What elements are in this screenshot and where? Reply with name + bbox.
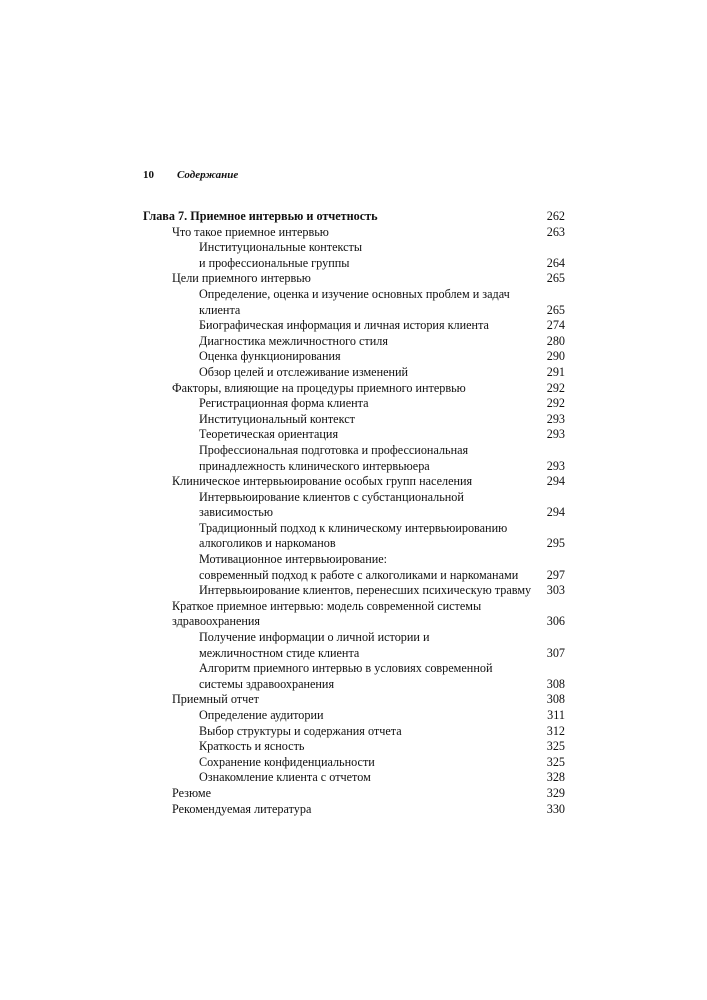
toc-entry-title: Интервьюирование клиентов с субстанциональной [199, 489, 464, 504]
toc-entry-title: Получение информации о личной истории и [199, 630, 430, 645]
toc-entry-title: Мотивационное интервьюирование: [199, 552, 388, 567]
toc-subsection-entry [143, 365, 565, 381]
toc-subsection-entry [143, 739, 565, 755]
toc-entry-line [199, 443, 565, 459]
toc-entry-line [172, 381, 565, 397]
toc-entry-title: системы здравоохранения [199, 676, 335, 691]
toc-entry-line [199, 755, 565, 771]
toc-entry-title: Определение аудитории [199, 708, 324, 722]
toc-entry-page-number: 308 [546, 692, 565, 707]
toc-entry-line [199, 568, 565, 584]
toc-entry-title: Краткое приемное интервью: модель современной системы [172, 598, 482, 613]
toc-subsection-entry [143, 287, 565, 318]
toc-entry-title: Профессиональная подготовка и профессиональная [199, 442, 469, 457]
toc-entry-line [172, 614, 565, 630]
toc-entry-page-number: 265 [546, 271, 565, 286]
toc-entry-line [199, 459, 565, 475]
toc-entry-page-number: 329 [546, 785, 565, 800]
toc-entry-line [199, 412, 565, 428]
toc-entry-line [199, 396, 565, 412]
toc-entry-line [199, 708, 565, 724]
toc-entry-page-number: 308 [546, 676, 565, 691]
toc-entry-title: современный подход к работе с алкоголиками и наркоманами [199, 567, 519, 582]
toc-entry-page-number: 263 [546, 224, 565, 239]
toc-entry-line [172, 802, 565, 818]
toc-entry-line [199, 739, 565, 755]
toc-entry-page-number: 311 [547, 708, 565, 722]
toc-subsection-entry [143, 552, 565, 583]
running-head [143, 168, 238, 182]
toc-subsection-entry [143, 630, 565, 661]
toc-subsection-entry [143, 318, 565, 334]
section-title: Содержание [177, 169, 239, 181]
toc-entry-page-number: 291 [546, 364, 565, 379]
toc-entry-page-number: 330 [546, 801, 565, 816]
toc-section-entry [143, 381, 565, 397]
toc-entry-title: и профессиональные группы [199, 255, 350, 270]
toc-entry-title: Сохранение конфиденциальности [199, 754, 375, 769]
toc-entry-line [199, 583, 565, 599]
toc-entry-title: Интервьюирование клиентов, перенесших психическую травму [199, 583, 532, 598]
toc-entry-title: Алгоритм приемного интервью в условиях современной [199, 661, 493, 676]
toc-entry-title: Теоретическая ориентация [199, 427, 339, 442]
toc-section-entry [143, 692, 565, 708]
toc-entry-line [172, 599, 565, 615]
toc-entry-line [199, 630, 565, 646]
toc-subsection-entry [143, 427, 565, 443]
toc-entry-title: Обзор целей и отслеживание изменений [199, 364, 409, 379]
toc-subsection-entry [143, 755, 565, 771]
toc-entry-line [199, 318, 565, 334]
toc-entry-page-number: 290 [546, 349, 565, 364]
toc-entry-title: Глава 7. Приемное интервью и отчетность [143, 209, 378, 223]
toc-entry-title: Выбор структуры и содержания отчета [199, 723, 402, 738]
toc-entry-title: алкоголиков и наркоманов [199, 536, 336, 551]
toc-entry-title: Регистрационная форма клиента [199, 396, 369, 411]
toc-entry-line [199, 646, 565, 662]
toc-entry-line [199, 287, 565, 303]
toc-subsection-entry [143, 770, 565, 786]
toc-entry-line [199, 490, 565, 506]
toc-entry-page-number: 264 [546, 255, 565, 270]
toc-entry-title: здравоохранения [172, 614, 261, 629]
toc-entry-page-number: 328 [546, 770, 565, 785]
toc-entry-title: межличностном стиде клиента [199, 645, 360, 660]
toc-entry-page-number: 306 [546, 614, 565, 629]
toc-entry-line [199, 349, 565, 365]
toc-entry-line [172, 786, 565, 802]
toc-subsection-entry [143, 396, 565, 412]
toc-entry-line [172, 474, 565, 490]
toc-entry-title: Резюме [172, 785, 212, 800]
toc-subsection-entry [143, 334, 565, 350]
toc-entry-page-number: 293 [546, 411, 565, 426]
toc-entry-line [199, 552, 565, 568]
toc-entry-page-number: 293 [546, 458, 565, 473]
toc-entry-line [199, 677, 565, 693]
toc-subsection-entry [143, 240, 565, 271]
toc-entry-title: Приемный отчет [172, 692, 259, 707]
toc-entry-title: Рекомендуемая литература [172, 801, 312, 816]
toc-entry-line [199, 334, 565, 350]
toc-subsection-entry [143, 661, 565, 692]
toc-entry-title: Клиническое интервьюирование особых групп населения [172, 474, 473, 489]
toc-entry-line [199, 521, 565, 537]
toc-entry-line [199, 661, 565, 677]
toc-entry-line [199, 365, 565, 381]
toc-entry-title: Институциональные контексты [199, 240, 363, 255]
toc-entry-page-number: 294 [546, 474, 565, 489]
toc-entry-title: Институциональный контекст [199, 411, 355, 426]
toc-entry-page-number: 312 [546, 723, 565, 738]
table-of-contents [143, 209, 565, 817]
toc-entry-title: клиента [199, 302, 241, 317]
toc-entry-line [199, 536, 565, 552]
toc-entry-page-number: 265 [546, 302, 565, 317]
toc-entry-page-number: 280 [546, 333, 565, 348]
toc-entry-title: Диагностика межличностного стиля [199, 333, 388, 348]
toc-entry-title: Краткость и ясность [199, 739, 305, 754]
toc-entry-title: Оценка функционирования [199, 349, 341, 364]
toc-subsection-entry [143, 443, 565, 474]
toc-entry-page-number: 294 [546, 505, 565, 520]
toc-entry-title: Что такое приемное интервью [172, 224, 329, 239]
toc-entry-page-number: 262 [546, 209, 565, 223]
toc-section-entry [143, 474, 565, 490]
toc-subsection-entry [143, 349, 565, 365]
toc-entry-line [199, 724, 565, 740]
toc-section-entry [143, 802, 565, 818]
toc-entry-page-number: 293 [546, 427, 565, 442]
toc-entry-page-number: 325 [546, 754, 565, 769]
toc-entry-line [199, 427, 565, 443]
toc-entry-page-number: 292 [546, 380, 565, 395]
toc-entry-line [199, 303, 565, 319]
toc-entry-page-number: 297 [546, 567, 565, 582]
toc-entry-line [199, 256, 565, 272]
toc-entry-title: зависимостью [199, 505, 273, 520]
toc-section-entry [143, 786, 565, 802]
toc-subsection-entry [143, 490, 565, 521]
toc-subsection-entry [143, 583, 565, 599]
toc-chapter-entry [143, 209, 565, 225]
toc-entry-line [143, 209, 565, 225]
page-number: 10 [143, 169, 154, 181]
toc-entry-line [199, 770, 565, 786]
toc-entry-page-number: 295 [546, 536, 565, 551]
toc-subsection-entry [143, 708, 565, 724]
toc-entry-line [199, 505, 565, 521]
toc-entry-line [172, 271, 565, 287]
toc-entry-line [199, 240, 565, 256]
toc-entry-title: Биографическая информация и личная история клиента [199, 318, 489, 333]
toc-section-entry [143, 599, 565, 630]
toc-entry-page-number: 292 [546, 396, 565, 411]
toc-entry-title: Традиционный подход к клиническому интервьюированию [199, 520, 508, 535]
toc-entry-title: Цели приемного интервью [172, 271, 311, 286]
toc-entry-line [172, 225, 565, 241]
toc-entry-page-number: 325 [546, 739, 565, 754]
toc-section-entry [143, 271, 565, 287]
toc-section-entry [143, 225, 565, 241]
toc-entry-page-number: 303 [546, 583, 565, 598]
toc-entry-title: Ознакомление клиента с отчетом [199, 770, 371, 785]
toc-entry-title: Определение, оценка и изучение основных проблем и задач [199, 286, 510, 301]
toc-entry-page-number: 274 [546, 318, 565, 333]
toc-entry-title: принадлежность клинического интервьюера [199, 458, 430, 473]
toc-subsection-entry [143, 521, 565, 552]
toc-entry-line [172, 692, 565, 708]
toc-entry-title: Факторы, влияющие на процедуры приемного интервью [172, 380, 466, 395]
toc-subsection-entry [143, 724, 565, 740]
toc-entry-page-number: 307 [546, 645, 565, 660]
toc-subsection-entry [143, 412, 565, 428]
